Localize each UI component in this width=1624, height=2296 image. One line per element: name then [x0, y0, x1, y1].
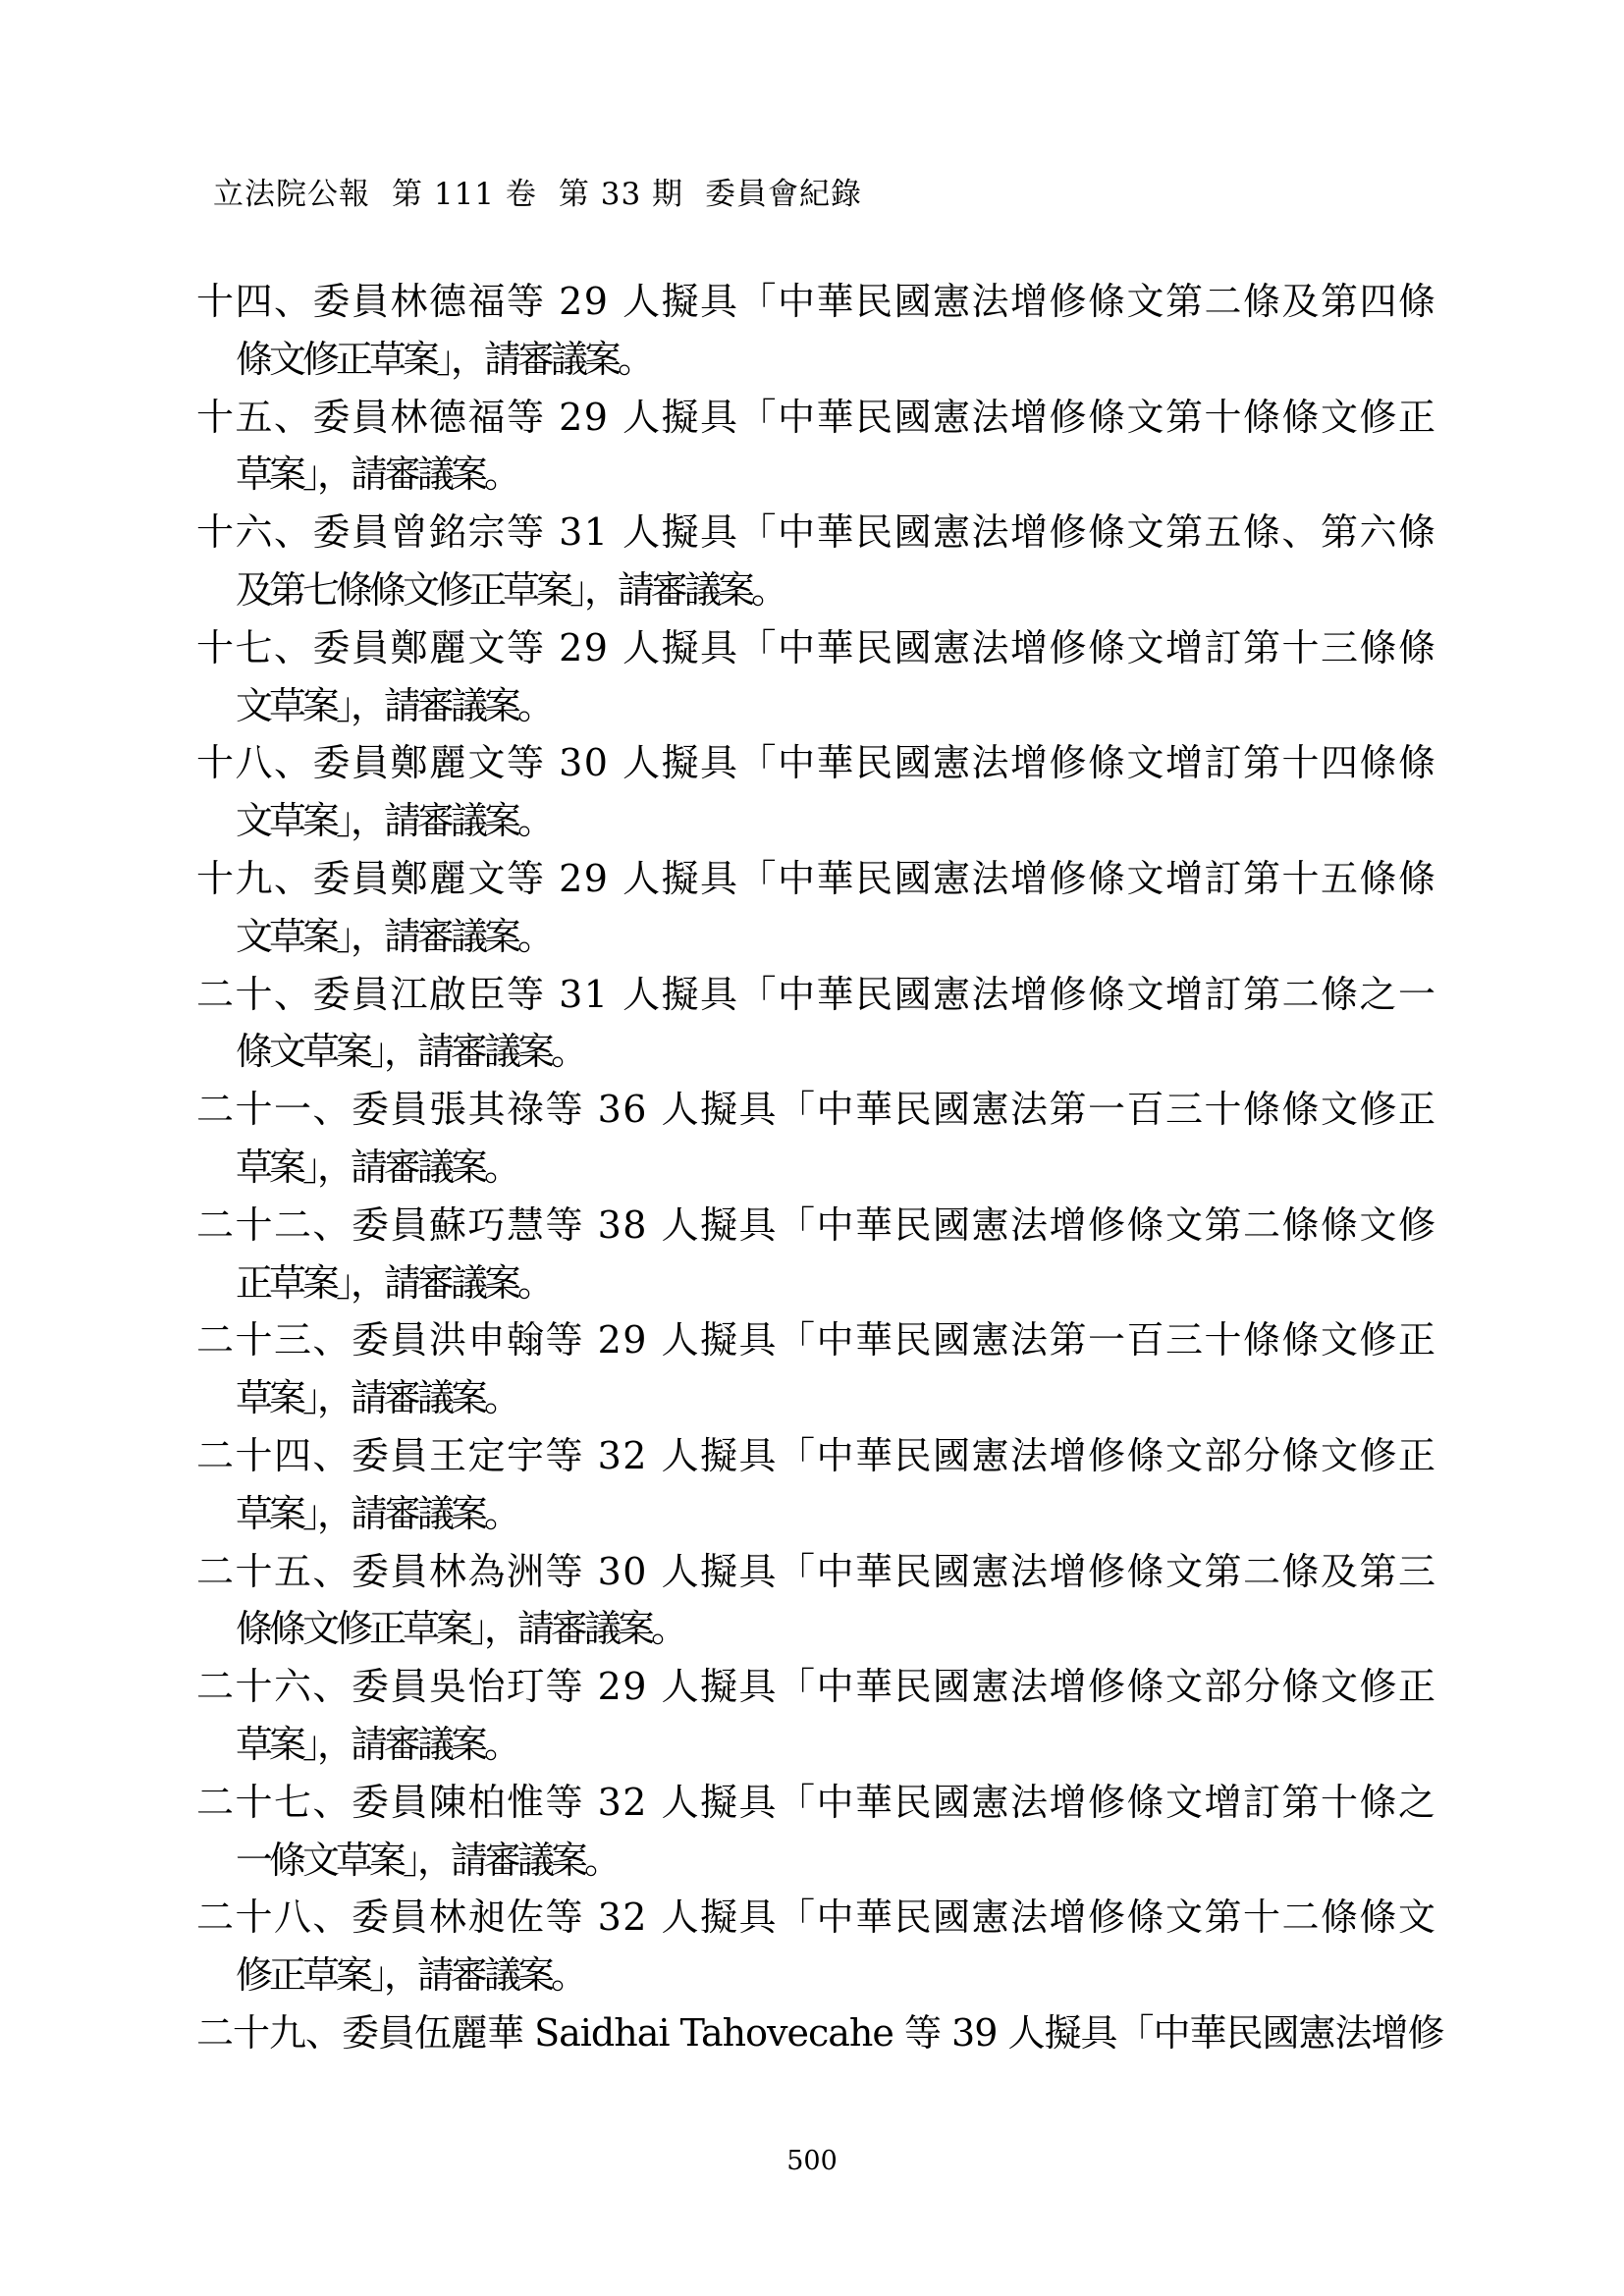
- agenda-item-continuation: 文草案」，請審議案。: [236, 914, 552, 958]
- issue-label: 第 33 期: [558, 177, 684, 212]
- agenda-item: [196, 1081, 1443, 1197]
- agenda-item-line: 二十一、委員張其祿等 36 人擬具「中華民國憲法第一百三十條條文修正: [196, 1088, 1437, 1132]
- agenda-item-continuation: 一條文草案」，請審議案。: [236, 1838, 619, 1882]
- agenda-item-line: 二十六、委員吳怡玎等 29 人擬具「中華民國憲法增修條文部分條文修正: [196, 1665, 1437, 1709]
- agenda-item-line: 十七、委員鄭麗文等 29 人擬具「中華民國憲法增修條文增訂第十三條條: [196, 625, 1437, 669]
- agenda-item-continuation: 正草案」，請審議案。: [236, 1260, 552, 1305]
- page-number: 500: [786, 2146, 838, 2176]
- agenda-item-line: 十八、委員鄭麗文等 30 人擬具「中華民國憲法增修條文增訂第十四條條: [196, 741, 1437, 785]
- agenda-item-continuation: 條文修正草案」，請審議案。: [236, 337, 652, 381]
- publication-title: 立法院公報: [213, 177, 370, 212]
- agenda-item-line: 十五、委員林德福等 29 人擬具「中華民國憲法增修條文第十條條文修正: [196, 395, 1437, 439]
- agenda-item: [196, 850, 1443, 966]
- agenda-item-line: 二十二、委員蘇巧慧等 38 人擬具「中華民國憲法增修條文第二條條文修: [196, 1202, 1437, 1247]
- agenda-item-continuation: 草案」，請審議案。: [236, 1722, 518, 1766]
- agenda-item-continuation: 草案」，請審議案。: [236, 453, 518, 497]
- agenda-item: [196, 1658, 1443, 1774]
- agenda-item-continuation: 條文草案」，請審議案。: [236, 1030, 585, 1074]
- agenda-item: [196, 619, 1443, 735]
- section-label: 委員會紀錄: [705, 177, 863, 212]
- agenda-item: [196, 1774, 1443, 1890]
- volume-label: 第 111 卷: [392, 177, 537, 212]
- agenda-item-line: 十九、委員鄭麗文等 29 人擬具「中華民國憲法增修條文增訂第十五條條: [196, 856, 1437, 900]
- agenda-item-line: 二十五、委員林為洲等 30 人擬具「中華民國憲法增修條文第二條及第三: [196, 1549, 1437, 1593]
- agenda-item-line: 二十三、委員洪申翰等 29 人擬具「中華民國憲法第一百三十條條文修正: [196, 1318, 1437, 1362]
- agenda-item: [196, 504, 1443, 619]
- agenda-item-continuation: 草案」，請審議案。: [236, 1376, 518, 1420]
- agenda-item-continuation: 草案」，請審議案。: [236, 1491, 518, 1535]
- agenda-item: [196, 1427, 1443, 1543]
- agenda-item-continuation: 草案」，請審議案。: [236, 1145, 518, 1189]
- agenda-item: [196, 966, 1443, 1082]
- agenda-item: [196, 1889, 1443, 2004]
- page-header: [213, 175, 884, 214]
- agenda-item: [196, 1311, 1443, 1427]
- agenda-item-continuation: 文草案」，請審議案。: [236, 683, 552, 727]
- agenda-item: [196, 389, 1443, 505]
- agenda-item: [196, 2004, 1443, 2062]
- agenda-item-line: 二十八、委員林昶佐等 32 人擬具「中華民國憲法增修條文第十二條條文: [196, 1896, 1437, 1940]
- agenda-item-continuation: 條條文修正草案」，請審議案。: [236, 1607, 685, 1651]
- agenda-item: [196, 734, 1443, 850]
- agenda-item-line: 十四、委員林德福等 29 人擬具「中華民國憲法增修條文第二條及第四條: [196, 280, 1437, 323]
- agenda-item-continuation: 文草案」，請審議案。: [236, 799, 552, 843]
- agenda-item-line: 二十四、委員王定宇等 32 人擬具「中華民國憲法增修條文部分條文修正: [196, 1433, 1437, 1477]
- agenda-item-line: 二十七、委員陳柏惟等 32 人擬具「中華民國憲法增修條文增訂第十條之: [196, 1780, 1437, 1824]
- agenda-list: [196, 273, 1443, 2062]
- agenda-item: [196, 1543, 1443, 1659]
- agenda-item-continuation: 修正草案」，請審議案。: [236, 1953, 585, 1998]
- agenda-item-line: 十六、委員曾銘宗等 31 人擬具「中華民國憲法增修條文第五條、第六條: [196, 510, 1437, 555]
- agenda-item-line: 二十九、委員伍麗華 Saidhai Tahovecahe 等 39 人擬具「中華民國憲法增修: [196, 2010, 1444, 2055]
- agenda-item: [196, 1197, 1443, 1312]
- agenda-item-line: 二十、委員江啟臣等 31 人擬具「中華民國憲法增修條文增訂第二條之一: [196, 972, 1437, 1016]
- agenda-item: [196, 273, 1443, 389]
- agenda-item-continuation: 及第七條條文修正草案」，請審議案。: [236, 567, 785, 612]
